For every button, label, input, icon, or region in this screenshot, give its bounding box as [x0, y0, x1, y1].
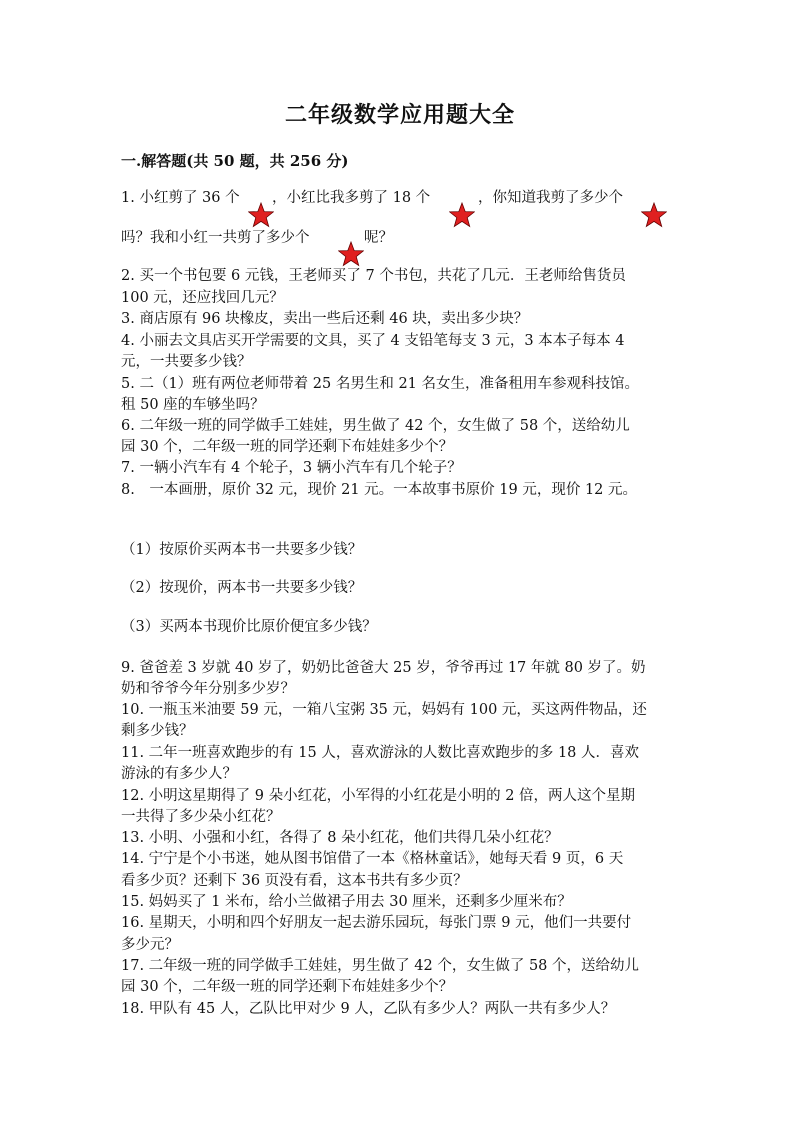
question-line: 8. 一本画册，原价 32 元，现价 21 元。一本故事书原价 19 元，现价 12 元。 [121, 482, 638, 498]
question-line: 3. 商店原有 96 块橡皮，卖出一些后还剩 46 块，卖出多少块？ [121, 311, 529, 327]
q1-part-c: ，你知道我剪了多少个 [478, 190, 623, 206]
question-line: 多少元？ [121, 937, 179, 953]
sub-question: （2）按现价，两本书一共要多少钱？ [121, 580, 363, 596]
sub-question: （3）买两本书现价比原价便宜多少钱？ [121, 619, 377, 635]
question-line: 16. 星期天，小明和四个好朋友一起去游乐园玩，每张门票 9 元，他们一共要付 [121, 915, 632, 931]
question-line: 13. 小明、小强和小红，各得了 8 朵小红花，他们共得几朵小红花？ [121, 830, 559, 846]
q1-part-a: 1. 小红剪了 36 个 [121, 190, 240, 206]
q1-part-e: 呢？ [364, 230, 393, 246]
question-line: 看多少页？还剩下 36 页没有看，这本书共有多少页？ [121, 873, 468, 889]
question-line: 5. 二（1）班有两位老师带着 25 名男生和 21 名女生，准备租用车参观科技馆。 [121, 376, 640, 392]
question-line: 10. 一瓶玉米油要 59 元，一箱八宝粥 35 元，妈妈有 100 元，买这两件物品，还 [121, 702, 647, 718]
question-line: 17. 二年级一班的同学做手工娃娃，男生做了 42 个，女生做了 58 个，送给幼儿 [121, 958, 640, 974]
question-line: 园 30 个，二年级一班的同学还剩下布娃娃多少个？ [121, 439, 454, 455]
question-line: 奶和爷爷今年分别多少岁？ [121, 681, 295, 697]
question-line: 剩多少钱？ [121, 723, 194, 739]
question-line: 2. 买一个书包要 6 元钱，王老师买了 7 个书包，共花了几元．王老师给售货员 [121, 268, 626, 284]
red-star-icon [248, 202, 274, 228]
question-line: 6. 二年级一班的同学做手工娃娃，男生做了 42 个，女生做了 58 个，送给幼儿 [121, 418, 630, 434]
question-line: 100 元，还应找回几元？ [121, 290, 284, 306]
question-line: 18. 甲队有 45 人，乙队比甲对少 9 人，乙队有多少人？两队一共有多少人？ [121, 1001, 616, 1017]
red-star-icon [641, 202, 667, 228]
sub-question: （1）按原价买两本书一共要多少钱？ [121, 542, 363, 558]
question-line: 一共得了多少朵小红花？ [121, 809, 281, 825]
question-line: 9. 爸爸差 3 岁就 40 岁了，奶奶比爸爸大 25 岁，爷爷再过 17 年就 80 岁了。奶 [121, 660, 646, 676]
question-line: 园 30 个，二年级一班的同学还剩下布娃娃多少个？ [121, 979, 454, 995]
question-line: 4. 小丽去文具店买开学需要的文具，买了 4 支铅笔每支 3 元，3 本本子每本 4 [121, 333, 625, 349]
question-line: 11. 二年一班喜欢跑步的有 15 人，喜欢游泳的人数比喜欢跑步的多 18 人．喜欢 [121, 745, 640, 761]
q1-part-d: 吗？我和小红一共剪了多少个 [121, 230, 310, 246]
section-heading: 一.解答题(共 50 题，共 256 分) [121, 152, 349, 170]
question-line: 12. 小明这星期得了 9 朵小红花，小军得的小红花是小明的 2 倍，两人这个星期 [121, 788, 636, 804]
question-line: 元，一共要多少钱？ [121, 354, 252, 370]
red-star-icon [449, 202, 475, 228]
question-line: 7. 一辆小汽车有 4 个轮子，3 辆小汽车有几个轮子？ [121, 460, 462, 476]
page-title: 二年级数学应用题大全 [284, 102, 515, 128]
question-line: 游泳的有多少人？ [121, 766, 237, 782]
question-line: 14. 宁宁是个小书迷，她从图书馆借了一本《格林童话》，她每天看 9 页，6 天 [121, 851, 624, 867]
q1-part-b: ，小红比我多剪了 18 个 [272, 190, 431, 206]
red-star-icon [338, 241, 364, 267]
question-line: 租 50 座的车够坐吗？ [121, 397, 265, 413]
question-line: 15. 妈妈买了 1 米布，给小兰做裙子用去 30 厘米，还剩多少厘米布？ [121, 894, 572, 910]
